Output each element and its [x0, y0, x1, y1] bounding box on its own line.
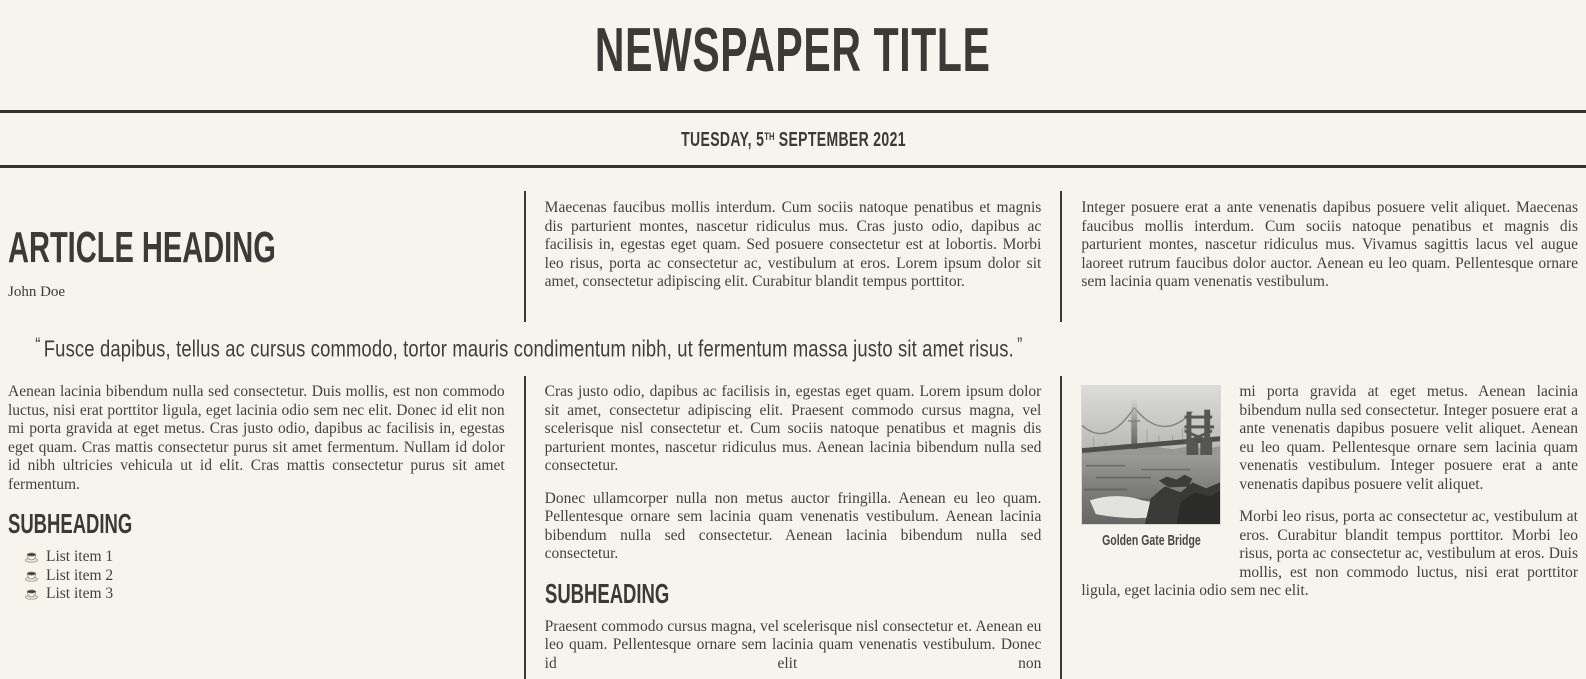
coffee-cup-bullet-icon: [24, 588, 39, 600]
coffee-cup-bullet-icon: [24, 551, 39, 563]
paragraph: Cras justo odio, dapibus ac facilisis in, egestas eget quam. Lorem ipsum dolor sit amet, consectetur adipiscing elit. Praesent commodo cursus magna, vel scelerisque nisl consectetur et. Cum sociis natoque penatibus et magnis dis parturient montes, nascetur ridiculus mus. Aenean lacinia bibendum nulla sed consectetur.: [544, 383, 1042, 475]
column-rule: [1060, 191, 1062, 322]
newspaper-title: NEWSPAPER TITLE: [595, 16, 991, 85]
top-column-2: [545, 191, 1042, 322]
bottom-column-2: [545, 376, 1042, 679]
open-quote-mark: “: [35, 334, 41, 357]
article-top-columns: [8, 191, 1578, 322]
column-rule: [1060, 376, 1062, 679]
column-rule: [524, 191, 526, 322]
list-item: [24, 548, 505, 566]
golden-gate-bridge-photo: [1081, 385, 1221, 525]
bullet-list: [8, 548, 505, 603]
issue-date-ordinal: TH: [763, 130, 775, 143]
bottom-column-1: [8, 376, 505, 679]
figure-caption: Golden Gate Bridge: [1102, 532, 1202, 550]
pull-quote-text: Fusce dapibus, tellus ac cursus commodo, tortor mauris condimentum nibh, ut fermentum massa justo sit amet risus.: [43, 335, 1014, 362]
bottom-column-3: [1081, 376, 1578, 679]
article-bottom-columns: [8, 376, 1578, 679]
issue-date-day: TUESDAY, 5: [680, 129, 764, 151]
article-figure: [1081, 385, 1221, 551]
byline: John Doe: [8, 284, 66, 300]
top-column-3: [1081, 191, 1578, 322]
subheading-2: SUBHEADING: [544, 577, 669, 609]
paragraph: mi porta gravida at eget metus. Aenean lacinia bibendum nulla sed consectetur. Integer posuere erat a ante venenatis dapibus posuere velit aliquet. Aenean eu leo quam. Pellentesque ornare sem lacinia quam venenatis vestibulum. Integer posuere erat a ante venenatis dapibus posuere velit aliquet.: [1239, 383, 1578, 493]
masthead: [8, 16, 1578, 168]
paragraph: Praesent commodo cursus magna, vel scelerisque nisl consectetur et. Aenean eu leo quam. Pellentesque ornare sem lacinia quam venenatis vestibulum. Donec id elit non: [544, 617, 1042, 672]
top-column-1: [8, 191, 505, 322]
list-item-label: List item 3: [46, 585, 114, 603]
list-item-label: List item 1: [46, 548, 114, 566]
subheading-1: SUBHEADING: [8, 508, 133, 540]
close-quote-mark: ”: [1017, 334, 1023, 357]
issue-date: [8, 128, 1578, 152]
column-rule: [524, 376, 526, 679]
paragraph: Donec ullamcorper nulla non metus auctor fringilla. Aenean eu leo quam. Pellentesque ornare sem lacinia quam venenatis vestibulum. Aenean lacinia bibendum nulla sed consectetur. Aenean lacinia bibendum nulla sed consectetur.: [544, 489, 1042, 563]
paragraph: Integer posuere erat a ante venenatis dapibus posuere velit aliquet. Maecenas faucibus mollis interdum. Cum sociis natoque penatibus et magnis dis parturient montes, nascetur ridiculus mus. Vivamus sagittis lacus vel augue laoreet rutrum faucibus dolor auctor. Aenean eu leo quam. Pellentesque ornare sem lacinia quam venenatis vestibulum.: [1081, 199, 1578, 290]
masthead-divider-top: [0, 110, 1586, 113]
pull-quote: [32, 336, 1578, 365]
coffee-cup-bullet-icon: [24, 570, 39, 582]
list-item: [24, 567, 505, 585]
paragraph: Maecenas faucibus mollis interdum. Cum sociis natoque penatibus et magnis dis parturient montes, nascetur ridiculus mus. Cras justo odio, dapibus ac facilisis in, egestas eget quam. Sed posuere consectetur est at lobortis. Morbi leo risus, porta ac consectetur ac, vestibulum at eros. Lorem ipsum dolor sit amet, consectetur adipiscing elit. Curabitur blandit tempus porttitor.: [544, 199, 1042, 290]
paragraph: Morbi leo risus, porta ac consectetur ac, vestibulum at eros. Curabitur blandit tempus porttitor. Morbi leo risus, porta ac consectetur ac, vestibulum at eros. Duis mollis, est non commodo luctus, nisi erat porttitor ligula, eget lacinia odio sem nec elit.: [1081, 508, 1578, 600]
article-heading: ARTICLE HEADING: [8, 223, 276, 272]
paragraph: Aenean lacinia bibendum nulla sed consectetur. Duis mollis, est non commodo luctus, nisi erat porttitor ligula, eget lacinia odio sem nec elit. Donec id elit non mi porta gravida at eget metus. Cras justo odio, dapibus ac facilisis in, egestas eget quam. Cras mattis consectetur purus sit amet fermentum. Nullam id dolor id nibh ultricies vehicula ut id elit. Cras mattis consectetur purus sit amet fermentum.: [8, 383, 505, 493]
article: [8, 191, 1578, 679]
list-item-label: List item 2: [46, 566, 114, 584]
issue-date-month-year: SEPTEMBER 2021: [774, 129, 906, 151]
masthead-divider-bottom: [0, 165, 1586, 168]
list-item: [24, 585, 505, 603]
